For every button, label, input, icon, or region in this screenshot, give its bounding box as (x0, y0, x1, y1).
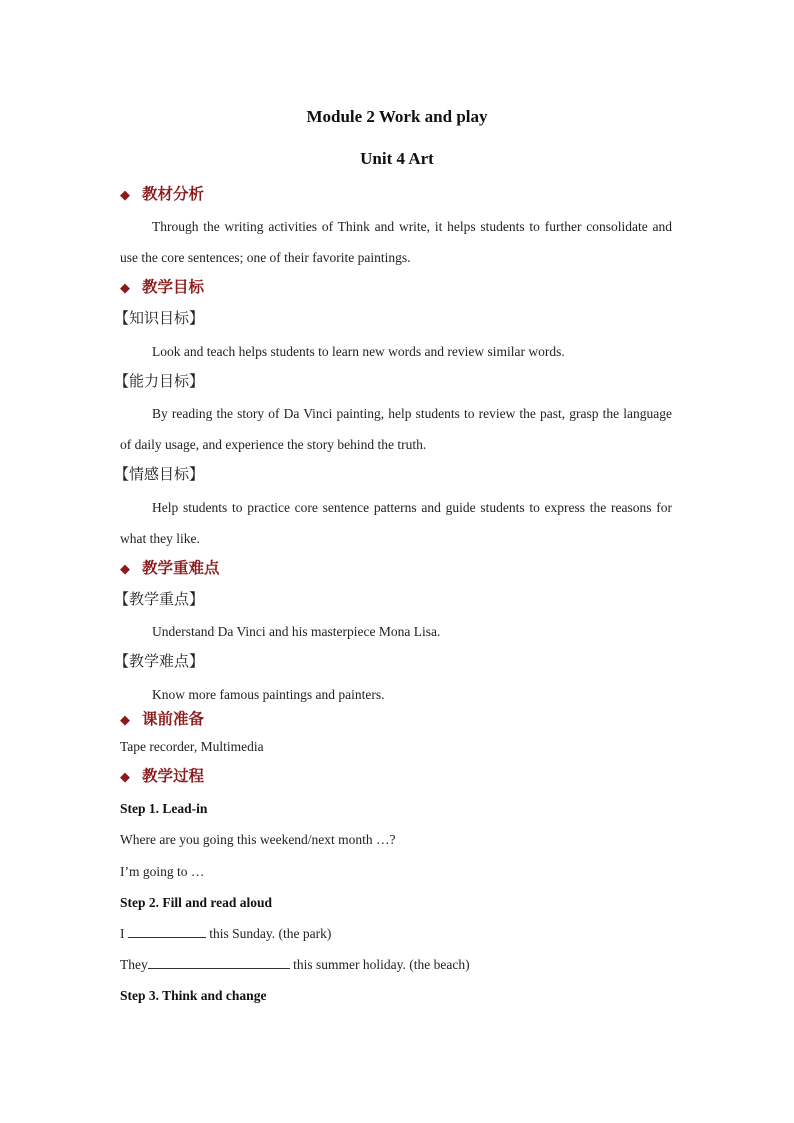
material-analysis-paragraph: Through the writing activities of Think and write, it helps students to further consolidate and use the core sentences; one of their favorite paintings. (120, 219, 672, 265)
emotion-goal-text: Help students to practice core sentence patterns and guide students to express the reasons for what they like. (120, 500, 672, 546)
module-title: Module 2 Work and play (306, 107, 488, 126)
fill-blank-line (128, 924, 206, 938)
key-point-label: 【教学重点】 (114, 592, 205, 608)
difficult-point-label: 【教学难点】 (114, 654, 205, 670)
step2-line2-end: this summer holiday. (the beach) (293, 957, 470, 972)
step1-line2: I’m going to … (120, 864, 205, 879)
section-heading-teaching-goals (120, 278, 204, 298)
diamond-bullet-icon: ◆ (120, 280, 130, 295)
ability-goal-label: 【能力目标】 (114, 374, 205, 390)
step2-line1 (120, 924, 331, 944)
diamond-bullet-icon: ◆ (120, 187, 130, 202)
diamond-bullet-icon: ◆ (120, 769, 130, 784)
fill-blank-line (148, 955, 290, 969)
section-heading-material-analysis (120, 185, 204, 205)
section-heading-text: 教学过程 (142, 768, 205, 785)
section-heading-preparation (120, 710, 204, 730)
step2-line2-start: They (120, 957, 148, 972)
step2-title: Step 2. Fill and read aloud (120, 895, 273, 910)
step1-title: Step 1. Lead-in (120, 801, 208, 816)
diamond-bullet-icon: ◆ (120, 712, 130, 727)
step2-line1-start: I (120, 926, 125, 941)
step1-line1: Where are you going this weekend/next month …? (120, 832, 396, 847)
section-heading-key-points (120, 559, 220, 579)
section-heading-process (120, 767, 204, 787)
section-heading-text: 教学重难点 (142, 560, 220, 577)
difficult-point-text: Know more famous paintings and painters. (152, 687, 385, 702)
step2-line2 (120, 955, 470, 975)
step3-title: Step 3. Think and change (120, 988, 267, 1003)
section-heading-text: 教学目标 (142, 279, 205, 296)
key-point-text: Understand Da Vinci and his masterpiece Mona Lisa. (152, 624, 441, 639)
section-heading-text: 课前准备 (142, 711, 205, 728)
unit-title: Unit 4 Art (360, 149, 434, 168)
emotion-goal-label: 【情感目标】 (114, 467, 205, 483)
diamond-bullet-icon: ◆ (120, 561, 130, 576)
knowledge-goal-label: 【知识目标】 (114, 311, 205, 327)
section-heading-text: 教材分析 (142, 186, 205, 203)
preparation-text: Tape recorder, Multimedia (120, 739, 264, 754)
knowledge-goal-text: Look and teach helps students to learn new words and review similar words. (152, 344, 565, 359)
step2-line1-end: this Sunday. (the park) (209, 926, 332, 941)
ability-goal-text: By reading the story of Da Vinci painting, help students to review the past, grasp the language of daily usage, and experience the story behind the truth. (120, 406, 672, 452)
